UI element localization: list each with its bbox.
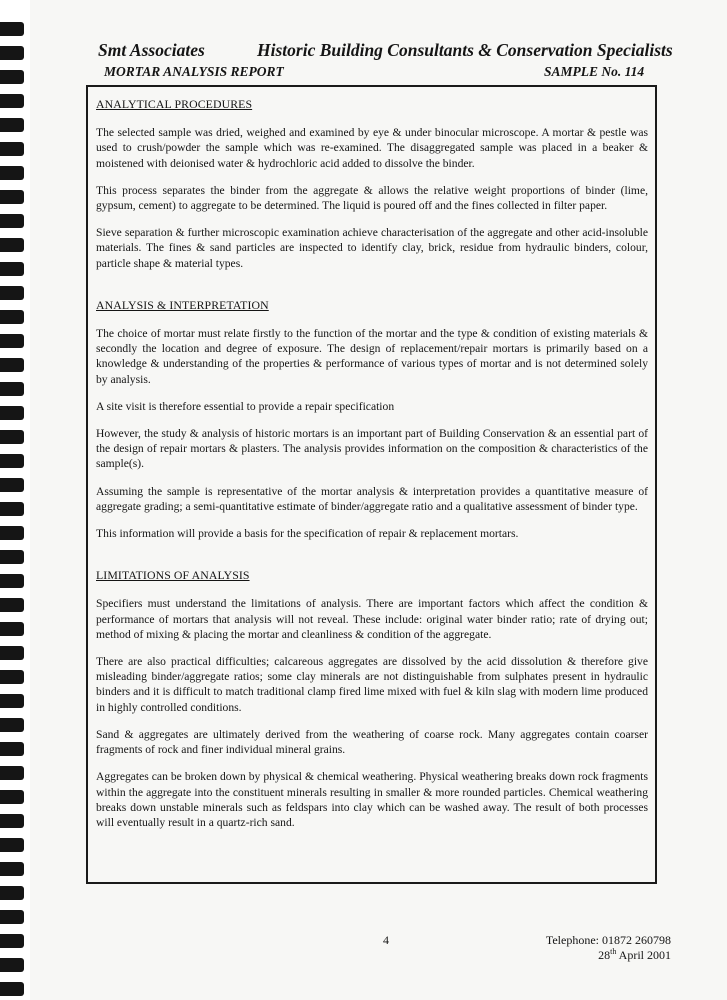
heading-limitations: LIMITATIONS OF ANALYSIS [96,568,250,583]
binding-tooth [0,742,24,756]
paragraph: This information will provide a basis for the specification of repair & replacement mortars. [96,527,519,541]
paragraph: The selected sample was dried, weighed and examined by eye & under binocular microscope. A mortar & pestle was used to crush/powder the sample which was re-examined. The disaggregated sample was placed in a beaker & moistened with deionised water & hydrochloric acid added to dissolve the binder. [96,126,648,170]
paragraph: The choice of mortar must relate firstly to the function of the mortar and the type & condition of existing materials & secondly the location and degree of exposure. The design of replacement/repair mortars is primarily based on a knowledge & understanding of the properties & performance of various types of mortar and is not determined solely by analysis. [96,327,648,386]
binding-tooth [0,118,24,132]
binding-tooth [0,310,24,324]
paragraph: However, the study & analysis of historic mortars is an important part of Building Conservation & an essential part of the design of repair mortars & plasters. The analysis provides information on the composition & characteristics of the sample(s). [96,427,648,471]
paragraph: Sieve separation & further microscopic examination achieve characterisation of the aggregate and other acid-insoluble materials. The fines & sand particles are inspected to identify clay, brick, residue from hydraulic binders, colour, particle shape & material types. [96,226,648,270]
page-number: 4 [383,933,389,947]
binding-tooth [0,958,24,972]
binding-tooth [0,142,24,156]
binding-tooth [0,46,24,60]
binding-tooth [0,358,24,372]
binding-tooth [0,94,24,108]
binding-tooth [0,406,24,420]
paragraph: This process separates the binder from the aggregate & allows the relative weight proportions of binder (lime, gypsum, cement) to aggregate to be determined. The liquid is poured off and the fines collected in filter paper. [96,183,648,213]
binding-tooth [0,526,24,540]
paragraph: There are also practical difficulties; calcareous aggregates are dissolved by the acid dissolution & therefore give misleading binder/aggregate ratios; some clay minerals are not distinguishable from sulphates present in hydraulic binders and it is difficult to match traditional clamp fired lime mixed with fuel & kiln slag with modern lime produced in highly controlled conditions. [96,655,648,714]
binding-tooth [0,430,24,444]
binding-tooth [0,454,24,468]
binding-tooth [0,550,24,564]
binding-tooth [0,790,24,804]
binding-tooth [0,694,24,708]
heading-analytical-procedures: ANALYTICAL PROCEDURES [96,97,253,111]
binding-tooth [0,286,24,300]
binding-tooth [0,22,24,36]
binding-tooth [0,766,24,780]
binding-tooth [0,910,24,924]
binding-tooth [0,886,24,900]
binding-tooth [0,862,24,876]
binding-tooth [0,70,24,84]
binding-tooth [0,718,24,732]
binding-tooth [0,982,24,996]
company-tagline: Historic Building Consultants & Conservation Specialists [257,40,673,60]
company-name: Smt Associates [98,40,205,60]
binding-tooth [0,334,24,348]
date-month-year: April 2001 [616,948,671,962]
binding-tooth [0,262,24,276]
binding-tooth [0,478,24,492]
binding-tooth [0,670,24,684]
report-title: MORTAR ANALYSIS REPORT [104,64,284,79]
binding-tooth [0,838,24,852]
binding-tooth [0,646,24,660]
binding-tooth [0,214,24,228]
paragraph: Sand & aggregates are ultimately derived from the weathering of coarse rock. Many aggregates contain coarser fragments of rock and finer individual mineral grains. [96,727,648,757]
binding-tooth [0,502,24,516]
report-date [546,948,671,963]
binding-tooth [0,190,24,204]
binding-tooth [0,622,24,636]
binding-tooth [0,598,24,612]
paragraph: Specifiers must understand the limitations of analysis. There are important factors which affect the condition & performance of mortars that analysis will not reveal. These include: original water binder ratio; rate of drying out; method of mixing & placing the mortar and cleanliness & condition of the aggregate. [96,597,648,641]
paragraph: Aggregates can be broken down by physical & chemical weathering. Physical weathering breaks down rock fragments within the aggregate into the constituent minerals resulting in smaller & more rounded particles. Chemical weathering breaks down unstable minerals such as feldspars into clay which can be washed away. The result of both processes will eventually result in a quartz-rich sand. [96,770,648,829]
paragraph: A site visit is therefore essential to provide a repair specification [96,399,395,413]
binding-tooth [0,238,24,252]
spiral-binding [0,0,30,1000]
sample-number: SAMPLE No. 114 [544,64,645,79]
report-body [96,97,648,842]
binding-tooth [0,382,24,396]
binding-tooth [0,574,24,588]
binding-tooth [0,166,24,180]
telephone: Telephone: 01872 260798 [545,933,671,947]
heading-analysis-interpretation: ANALYSIS & INTERPRETATION [96,297,269,312]
date-suffix: th [610,947,617,956]
binding-tooth [0,934,24,948]
date-day: 28 [598,948,611,962]
footer-contact [546,933,671,963]
binding-tooth [0,814,24,828]
paragraph: Assuming the sample is representative of the mortar analysis & interpretation provides a quantitative measure of aggregate grading; a semi-quantitative estimate of binder/aggregate ratio and a qualitative assessment of binder type. [96,484,648,513]
